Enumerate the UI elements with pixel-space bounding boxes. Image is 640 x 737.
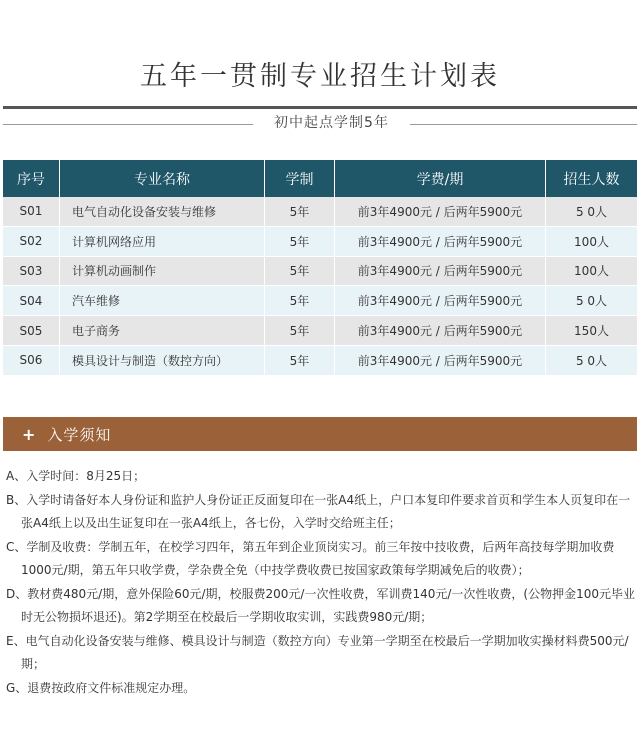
row-tuition: 前3年4900元 / 后两年5900元 xyxy=(335,197,546,227)
row-tuition: 前3年4900元 / 后两年5900元 xyxy=(335,346,546,376)
row-enrollment: 5 0人 xyxy=(546,346,637,376)
row-major-name: 计算机网络应用 xyxy=(60,227,265,257)
header-duration: 学制 xyxy=(265,160,335,197)
row-tuition: 前3年4900元 / 后两年5900元 xyxy=(335,227,546,257)
title-divider xyxy=(3,106,637,109)
header-enrollment: 招生人数 xyxy=(546,160,637,197)
row-major-name: 汽车维修 xyxy=(60,286,265,316)
note-item: D、教材费480元/期，意外保险60元/期，校服费200元/一次性收费，军训费140元/一次性收费，(公物押金100元毕业时无公物损坏退还)。第2学期至在校最后一学期收取实训，实践费980元/期； xyxy=(6,586,635,624)
admission-notice-header xyxy=(3,417,637,451)
table-row xyxy=(3,316,637,346)
row-enrollment: 150人 xyxy=(546,316,637,346)
row-id: S06 xyxy=(3,346,60,376)
row-id: S05 xyxy=(3,316,60,346)
subtitle-divider-left xyxy=(3,124,253,125)
plus-icon: + xyxy=(22,424,36,444)
row-major-name: 模具设计与制造（数控方向） xyxy=(60,346,265,376)
row-duration: 5年 xyxy=(265,227,335,257)
row-duration: 5年 xyxy=(265,197,335,227)
table-header-row xyxy=(3,160,637,197)
note-item: C、学制及收费：学制五年，在校学习四年，第五年到企业顶岗实习。前三年按中技收费，后两年高技每学期加收费1000元/期，第五年只收学费，学杂费全免（中技学费收费已按国家政策每学期减免后的收费）； xyxy=(6,539,615,577)
row-duration: 5年 xyxy=(265,257,335,287)
row-enrollment: 100人 xyxy=(546,227,637,257)
row-duration: 5年 xyxy=(265,286,335,316)
table-row xyxy=(3,286,637,316)
admission-notes xyxy=(6,465,636,700)
row-id: S01 xyxy=(3,197,60,227)
table-row xyxy=(3,257,637,287)
note-item: G、退费按政府文件标准规定办理。 xyxy=(6,680,196,695)
page-title: 五年一贯制专业招生计划表 xyxy=(140,61,500,92)
note-item: E、电气自动化设备安装与维修、模具设计与制造（数控方向）专业第一学期至在校最后一学期加收实操材料费500元/期； xyxy=(6,633,629,671)
row-major-name: 计算机动画制作 xyxy=(60,257,265,287)
header-id: 序号 xyxy=(3,160,60,197)
page-subtitle: 初中起点学制5年 xyxy=(274,115,389,131)
row-enrollment: 5 0人 xyxy=(546,197,637,227)
table-row xyxy=(3,346,637,376)
header-tuition: 学费/期 xyxy=(335,160,546,197)
row-enrollment: 100人 xyxy=(546,257,637,287)
table-row xyxy=(3,197,637,227)
row-id: S02 xyxy=(3,227,60,257)
row-major-name: 电气自动化设备安装与维修 xyxy=(60,197,265,227)
notice-title: 入学须知 xyxy=(47,425,112,444)
row-id: S04 xyxy=(3,286,60,316)
header-major-name: 专业名称 xyxy=(60,160,265,197)
note-item: A、入学时间：8月25日； xyxy=(6,469,146,483)
subtitle-divider-right xyxy=(410,124,637,125)
enrollment-plan-table xyxy=(3,160,637,376)
row-enrollment: 5 0人 xyxy=(546,286,637,316)
row-tuition: 前3年4900元 / 后两年5900元 xyxy=(335,257,546,287)
row-major-name: 电子商务 xyxy=(60,316,265,346)
row-duration: 5年 xyxy=(265,346,335,376)
row-duration: 5年 xyxy=(265,316,335,346)
row-id: S03 xyxy=(3,257,60,287)
row-tuition: 前3年4900元 / 后两年5900元 xyxy=(335,316,546,346)
row-tuition: 前3年4900元 / 后两年5900元 xyxy=(335,286,546,316)
note-item: B、入学时请备好本人身份证和监护人身份证正反面复印在一张A4纸上，户口本复印件要求首页和学生本人页复印在一张A4纸上以及出生证复印在一张A4纸上，各七份，入学时交给班主任； xyxy=(6,492,631,530)
table-row xyxy=(3,227,637,257)
